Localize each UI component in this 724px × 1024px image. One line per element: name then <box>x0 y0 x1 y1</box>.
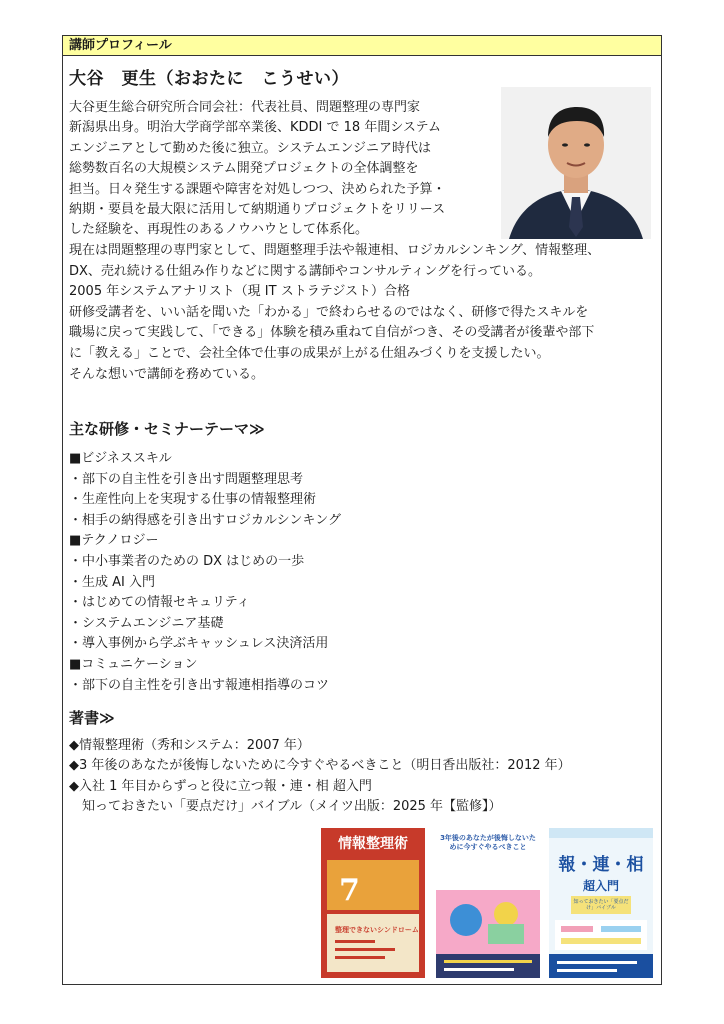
theme-item: ・部下の自主性を引き出す問題整理思考 <box>69 471 304 487</box>
cover-subtitle: 超入門 <box>582 879 620 893</box>
theme-item: ・生産性向上を実現する仕事の情報整理術 <box>69 492 317 508</box>
cover-title: 報・連・相 <box>558 855 644 875</box>
profile-frame <box>62 35 662 985</box>
theme-category: ■ビジネススキル <box>69 451 172 466</box>
themes-title: 主な研修・セミナーテーマ≫ <box>69 420 265 438</box>
books-list <box>69 736 571 818</box>
theme-category: ■テクノロジー <box>69 533 159 549</box>
theme-item: ・生成 AI 入門 <box>69 574 155 590</box>
bio-line: 納期・要員を最大限に活用して納期通りプロジェクトをリリース <box>69 202 446 218</box>
book-cover-art <box>321 828 425 978</box>
book-cover-information-organization <box>321 828 425 978</box>
cover-title: 3年後のあなたが後悔しないために今すぐやるべきこと <box>440 834 536 851</box>
bio-line: 2005 年システムアナリスト（現 IT ストラテジスト）合格 <box>69 284 411 300</box>
bio-line: 大谷更生総合研究所合同会社：代表社員、問題整理の専門家 <box>69 100 421 115</box>
cover-side-title: 整理できないシンドローム <box>335 926 419 934</box>
portrait-illustration <box>501 87 651 239</box>
theme-item: ・相手の納得感を引き出すロジカルシンキング <box>69 512 341 528</box>
theme-item: ・部下の自主性を引き出す報連相指導のコツ <box>69 677 330 693</box>
theme-category: ■コミュニケーション <box>69 656 198 672</box>
bio-line: 職場に戻って実践して、「できる」体験を積み重ねて自信がつき、その受講者が後輩や部下 <box>69 325 595 341</box>
bio-full <box>69 241 655 385</box>
book-cover-art <box>549 828 653 978</box>
book-cover-art <box>436 828 540 978</box>
instructor-name: 大谷 更生（おおたに こうせい） <box>69 69 349 89</box>
book-entry: ◆入社 1 年目からずっと役に立つ報・連・相 超入門 <box>69 778 372 794</box>
theme-item: ・中小事業者のための DX はじめの一歩 <box>69 553 305 569</box>
bio-line: 現在は問題整理の専門家として、問題整理手法や報連相、ロジカルシンキング、情報整理、 <box>69 243 601 258</box>
bio-narrow <box>69 98 479 241</box>
books-title: 著書≫ <box>69 709 115 727</box>
bio-line: 総勢数百名の大規模システム開発プロジェクトの全体調整を <box>69 161 419 177</box>
svg-text:7: 7 <box>339 873 360 908</box>
section-header: 講師プロフィール <box>63 36 661 56</box>
bio-line: した経験を、再現性のあるノウハウとして体系化。 <box>69 222 369 238</box>
cover-title: 情報整理術 <box>338 836 408 852</box>
book-entry: 知っておきたい「要点だけ」バイブル（メイツ出版：2025 年【監修】） <box>69 799 502 815</box>
book-cover-three-years <box>436 828 540 978</box>
book-entry: ◆3 年後のあなたが後悔しないために今すぐやるべきこと（明日香出版社：2012 年） <box>69 758 571 774</box>
theme-item: ・導入事例から学ぶキャッシュレス決済活用 <box>69 636 329 652</box>
bio-line: そんな想いで講師を務めている。 <box>69 366 265 382</box>
bio-line: エンジニアとして勤めた後に独立。システムエンジニア時代は <box>69 140 432 156</box>
book-cover-horenso <box>549 828 653 978</box>
bio-line: 担当。日々発生する課題や障害を対処しつつ、決められた予算・ <box>69 181 446 197</box>
theme-item: ・はじめての情報セキュリティ <box>69 595 250 611</box>
bio-line: に「教える」ことで、会社全体で仕事の成果が上がる仕組みづくりを支援したい。 <box>69 345 550 361</box>
theme-item: ・システムエンジニア基礎 <box>69 615 224 631</box>
bio-line: 新潟県出身。明治大学商学部卒業後、KDDI で 18 年間システム <box>69 120 442 136</box>
themes-list <box>69 449 341 696</box>
cover-side-title: 知っておきたい「要点だけ」バイブル <box>573 899 629 911</box>
bio-line: DX、売れ続ける仕組み作りなどに関する講師やコンサルティングを行っている。 <box>69 263 541 279</box>
instructor-photo <box>501 87 651 239</box>
book-entry: ◆情報整理術（秀和システム：2007 年） <box>69 738 310 753</box>
bio-line: 研修受講者を、いい話を聞いた「わかる」で終わらせるのではなく、研修で得たスキルを <box>69 304 589 320</box>
